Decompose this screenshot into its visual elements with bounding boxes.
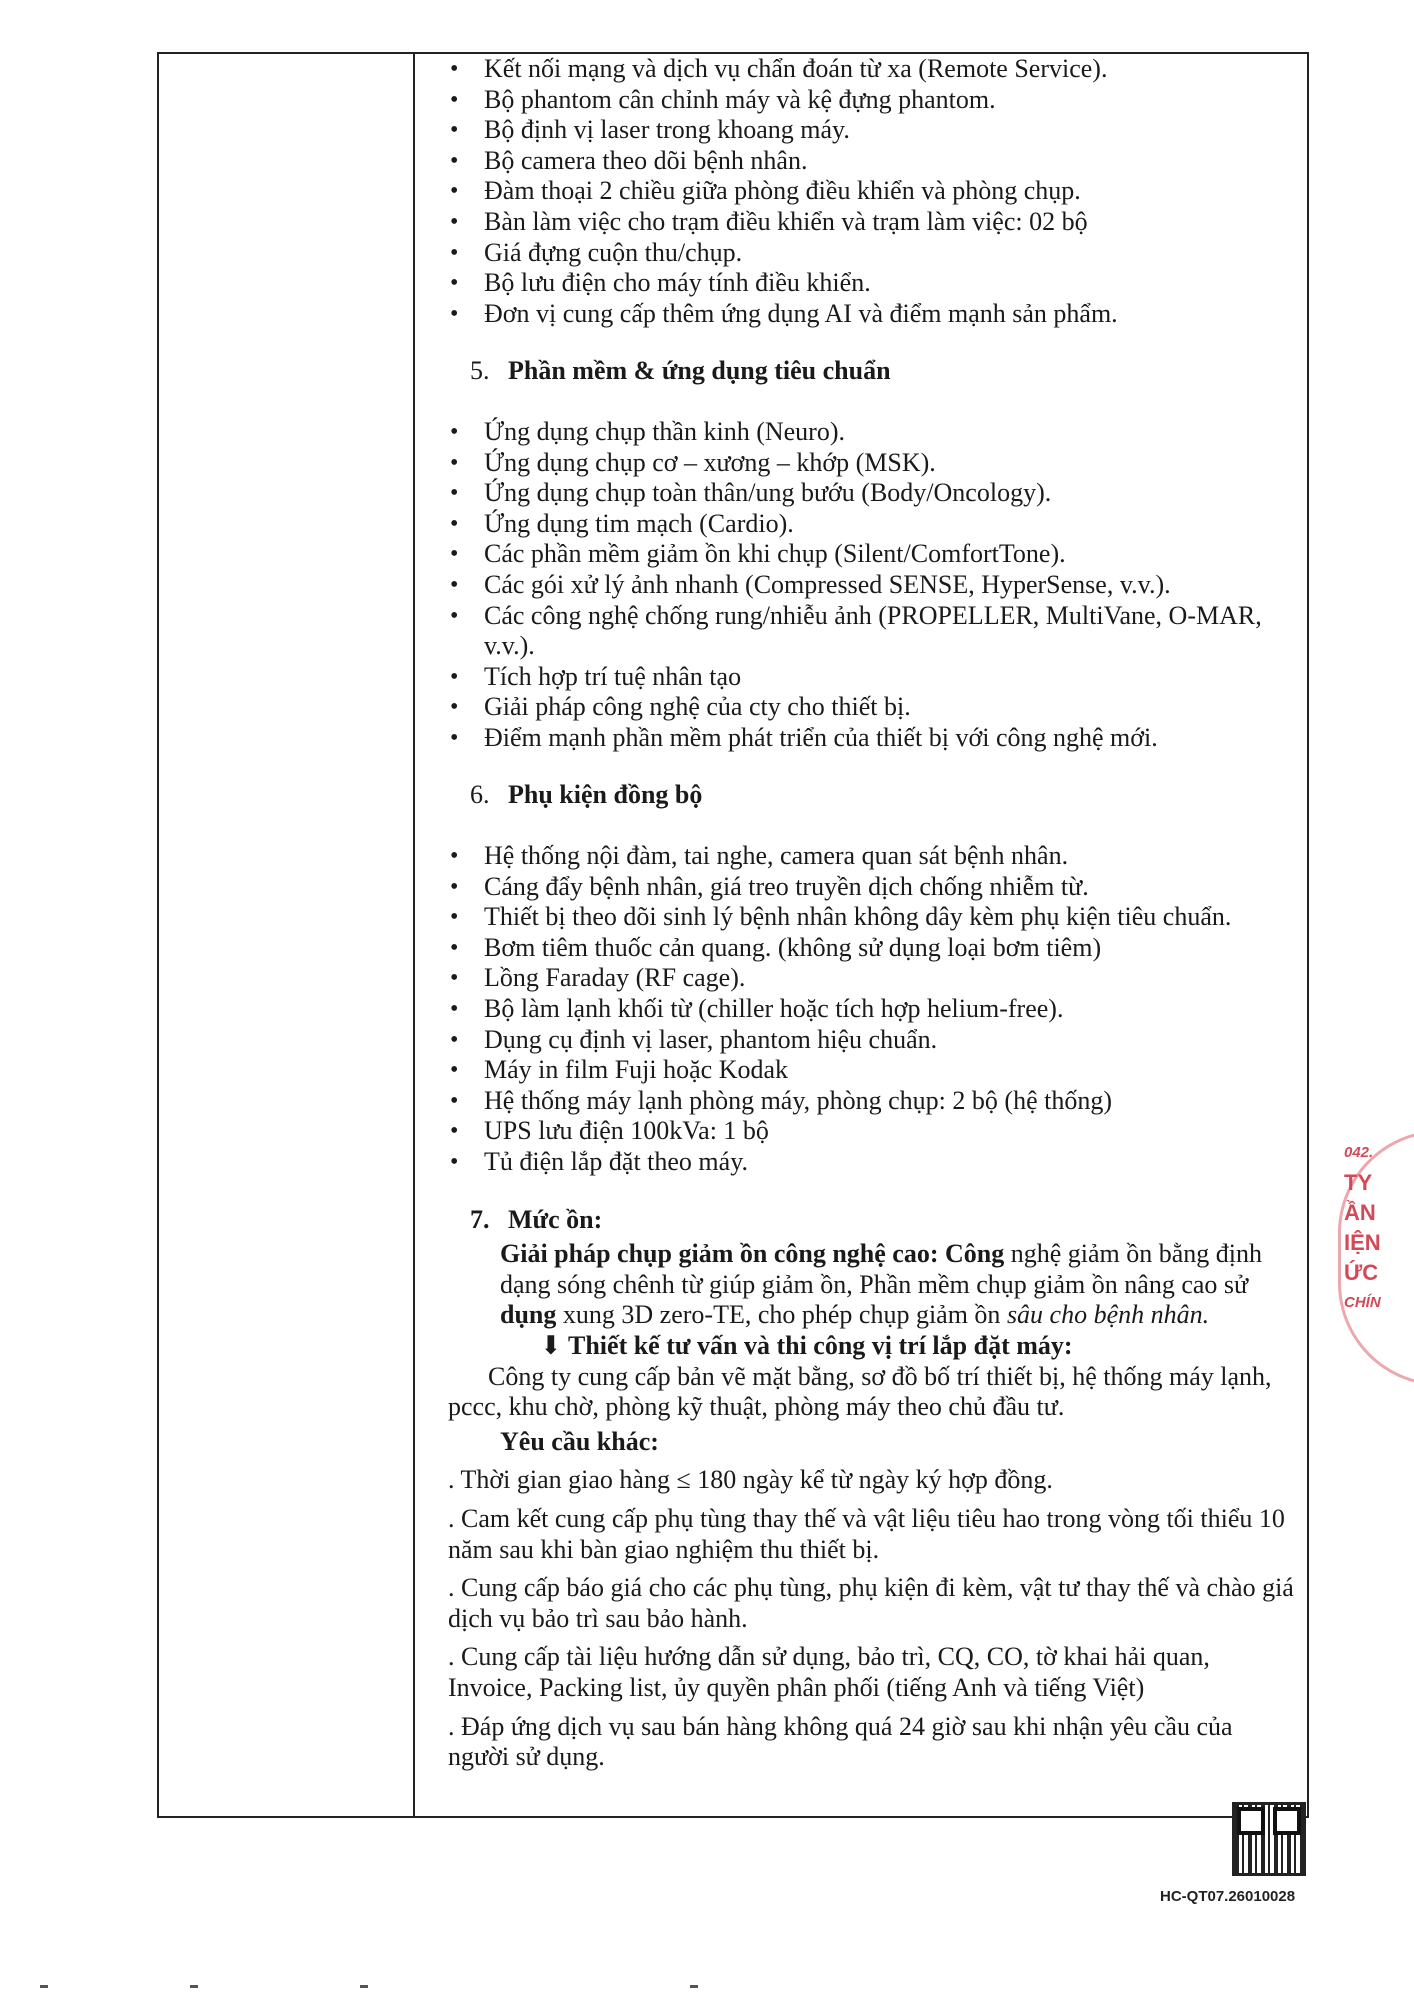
list-item: • Hệ thống nội đàm, tai nghe, camera quan sát bệnh nhân. — [440, 841, 1300, 872]
requirement-item: . Đáp ứng dịch vụ sau bán hàng không quá 24 giờ sau khi nhận yêu cầu của người sử dụng. — [448, 1711, 1233, 1772]
noise-lead: Giải pháp chụp giảm ồn công nghệ cao: Công — [500, 1239, 1005, 1269]
list-item: • Máy in film Fuji hoặc Kodak — [440, 1055, 1300, 1086]
requirement-item: . Cung cấp báo giá cho các phụ tùng, phụ kiện đi kèm, vật tư thay thế và chào giá dịch vụ bảo trì sau bảo hành. — [448, 1573, 1294, 1633]
document-content — [440, 52, 1300, 1773]
design-paragraph: Công ty cung cấp bản vẽ mặt bằng, sơ đồ bố trí thiết bị, hệ thống máy lạnh, pccc, khu chờ, phòng kỹ thuật, phòng máy theo chủ đầu tư. — [448, 1361, 1272, 1422]
list-item: • Thiết bị theo dõi sinh lý bệnh nhân không dây kèm phụ kiện tiêu chuẩn. — [440, 902, 1300, 933]
list-item: • Dụng cụ định vị laser, phantom hiệu chuẩn. — [440, 1025, 1300, 1056]
stamp-text: CHÍN — [1344, 1294, 1381, 1311]
list-item: • Bộ làm lạnh khối từ (chiller hoặc tích hợp helium-free). — [440, 994, 1300, 1025]
list-item: • Kết nối mạng và dịch vụ chẩn đoán từ xa (Remote Service). — [440, 54, 1300, 85]
list-item: • Bơm tiêm thuốc cản quang. (không sử dụng loại bơm tiêm) — [440, 933, 1300, 964]
stamp-text: ẦN — [1344, 1200, 1376, 1225]
noise-italic: sâu cho bệnh nhân. — [1006, 1300, 1210, 1330]
list-item: • Cáng đẩy bệnh nhân, giá treo truyền dịch chống nhiễm từ. — [440, 872, 1300, 903]
scan-marks — [40, 1985, 1040, 1989]
noise-text-2: xung 3D zero-TE, cho phép chụp giảm ồn — [556, 1300, 1007, 1330]
list-item: • UPS lưu điện 100kVa: 1 bộ — [440, 1116, 1300, 1147]
list-item: • Đơn vị cung cấp thêm ứng dụng AI và điểm mạnh sản phẩm. — [440, 299, 1300, 330]
section-6-heading — [470, 780, 1300, 811]
design-heading — [440, 1331, 1300, 1362]
list-item: • Ứng dụng tim mạch (Cardio). — [440, 509, 1300, 540]
list-item: • Đàm thoại 2 chiều giữa phòng điều khiển và phòng chụp. — [440, 176, 1300, 207]
list-item: • Ứng dụng chụp cơ – xương – khớp (MSK). — [440, 448, 1300, 479]
list-item: • Các công nghệ chống rung/nhiễu ảnh (PROPELLER, MultiVane, O-MAR, v.v.). — [440, 601, 1300, 662]
section-5-heading — [470, 356, 1300, 387]
list-item: • Tủ điện lắp đặt theo máy. — [440, 1147, 1300, 1178]
list-item: • Ứng dụng chụp thần kinh (Neuro). — [440, 417, 1300, 448]
section-number: 6. — [470, 780, 490, 810]
sync-accessory-list — [440, 841, 1300, 1178]
list-item: • Các gói xử lý ảnh nhanh (Compressed SENSE, HyperSense, v.v.). — [440, 570, 1300, 601]
noise-bold-2: dụng — [500, 1300, 557, 1330]
requirement-item: . Thời gian giao hàng ≤ 180 ngày kể từ ngày ký hợp đồng. — [448, 1465, 1053, 1495]
list-item: • Ứng dụng chụp toàn thân/ung bướu (Body/Oncology). — [440, 478, 1300, 509]
list-item: • Các phần mềm giảm ồn khi chụp (Silent/ComfortTone). — [440, 539, 1300, 570]
section-title: Mức ồn: — [508, 1204, 603, 1234]
section-title: Phần mềm & ứng dụng tiêu chuẩn — [508, 356, 891, 386]
section-7-heading — [470, 1205, 1300, 1236]
list-item: • Hệ thống máy lạnh phòng máy, phòng chụp: 2 bộ (hệ thống) — [440, 1086, 1300, 1117]
accessory-list — [440, 54, 1300, 329]
section-number: 5. — [470, 356, 490, 386]
list-item: • Tích hợp trí tuệ nhân tạo — [440, 662, 1300, 693]
stamp-text: ỨC — [1344, 1260, 1379, 1285]
noise-text-1: nghệ giảm ồn bằng định dạng sóng chênh từ giúp giảm ồn, Phần mềm chụp giảm ồn nâng cao sử — [500, 1239, 1263, 1299]
list-item: • Giải pháp công nghệ của cty cho thiết bị. — [440, 692, 1300, 723]
stamp-text: 042. — [1344, 1144, 1374, 1161]
list-item: • Bàn làm việc cho trạm điều khiển và trạm làm việc: 02 bộ — [440, 207, 1300, 238]
list-item: • Lồng Faraday (RF cage). — [440, 963, 1300, 994]
list-item: • Bộ camera theo dõi bệnh nhân. — [440, 146, 1300, 177]
other-requirements-title: Yêu cầu khác: — [500, 1426, 659, 1456]
qr-code — [1232, 1802, 1306, 1876]
section-title: Phụ kiện đồng bộ — [508, 780, 703, 810]
software-list — [440, 417, 1300, 754]
list-item: • Bộ phantom cân chỉnh máy và kệ đựng phantom. — [440, 85, 1300, 116]
list-item: • Điểm mạnh phần mềm phát triển của thiết bị với công nghệ mới. — [440, 723, 1300, 754]
noise-paragraph — [440, 1239, 1300, 1331]
stamp-text: IỆN — [1344, 1230, 1381, 1255]
list-item: • Giá đựng cuộn thu/chụp. — [440, 238, 1300, 269]
company-stamp — [1338, 1130, 1414, 1380]
list-item: • Bộ lưu điện cho máy tính điều khiển. — [440, 268, 1300, 299]
requirement-item: . Cung cấp tài liệu hướng dẫn sử dụng, bảo trì, CQ, CO, tờ khai hải quan, Invoice, Packing list, ủy quyền phân phối (tiếng Anh và tiếng Việt) — [448, 1642, 1210, 1702]
design-title: Thiết kế tư vấn và thi công vị trí lắp đặt máy: — [568, 1330, 1073, 1360]
section-number: 7. — [470, 1204, 490, 1234]
document-code: HC-QT07.26010028 — [1160, 1888, 1296, 1905]
list-item: • Bộ định vị laser trong khoang máy. — [440, 115, 1300, 146]
stamp-text: TY — [1344, 1170, 1373, 1195]
requirement-item: . Cam kết cung cấp phụ tùng thay thế và vật liệu tiêu hao trong vòng tối thiểu 10 năm sau khi bàn giao nghiệm thu thiết bị. — [448, 1503, 1285, 1564]
column-divider — [413, 52, 415, 1818]
arrow-down-icon: ⬇ — [540, 1330, 562, 1360]
